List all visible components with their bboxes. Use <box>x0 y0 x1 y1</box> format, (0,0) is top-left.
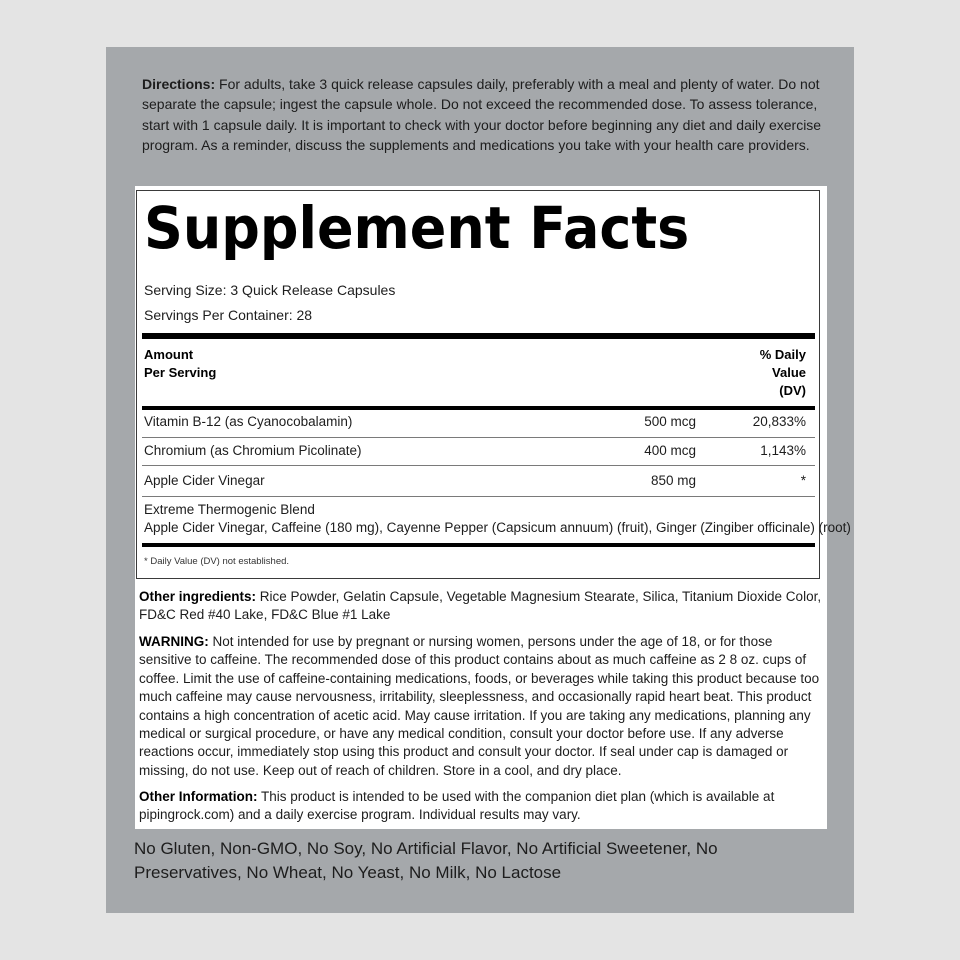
nutrient-amount: 500 mcg <box>644 414 696 429</box>
nutrient-dv: 20,833% <box>752 414 806 429</box>
blend-name: Extreme Thermogenic Blend <box>144 502 315 517</box>
thick-rule-bottom <box>142 543 815 547</box>
nutrient-dv: 1,143% <box>760 443 806 458</box>
warning-text: Not intended for use by pregnant or nursing women, persons under the age of 18, or for those sensitive to caffeine. The recommended dose of this product contains about as much caffeine as 2 8 oz. cups of coffee. Limit the use of caffeine-containing medications, foods, or beverages while taking this product because too much caffeine may cause nervousness, irritability, sleeplessness, and occasionally rapid heart beat. This product contains a high concentration of acetic acid. May cause irritation. If you are taking any medications, planning any medical or surgical procedure, or have any medical condition, consult your doctor before use. If any adverse reactions occur, immediately stop using this product and consult your doctor. If seal under cap is damaged or missing, do not use. Keep out of reach of children. Store in a cool, and dry place. <box>139 634 820 778</box>
nutrient-name: Chromium (as Chromium Picolinate) <box>144 443 362 458</box>
dv-footnote: * Daily Value (DV) not established. <box>144 556 290 567</box>
directions-text <box>142 74 822 156</box>
nutrient-amount: 850 mg <box>650 473 696 488</box>
nutrient-name: Apple Cider Vinegar <box>144 473 265 488</box>
other-ingredients-text: Rice Powder, Gelatin Capsule, Vegetable Magnesium Stearate, Silica, Titanium Dioxide Color, FD&C Red #40 Lake, FD&C Blue #1 Lake <box>139 589 822 623</box>
other-information-text: This product is intended to be used with the companion diet plan (which is available at pipingrock.com) and a daily exercise program. Individual results may vary. <box>139 789 775 823</box>
row-divider <box>142 437 815 438</box>
header-daily: % Daily <box>759 347 806 362</box>
header-per-serving: Per Serving <box>144 365 217 380</box>
header-value: Value <box>772 365 806 380</box>
other-ingredients-label: Other ingredients: <box>139 589 257 604</box>
other-information <box>139 788 823 825</box>
header-dv: (DV) <box>779 383 806 398</box>
thick-rule-top <box>142 333 815 339</box>
warning-label: WARNING: <box>139 634 209 649</box>
row-divider <box>142 465 815 466</box>
other-information-label: Other Information: <box>139 789 258 804</box>
directions-label: Directions: <box>142 76 216 92</box>
supplement-facts-title: Supplement Facts <box>144 194 690 262</box>
nutrient-amount: 400 mcg <box>644 443 696 458</box>
nutrient-name: Vitamin B-12 (as Cyanocobalamin) <box>144 414 353 429</box>
thick-rule-header <box>142 406 815 410</box>
blend-ingredients: Apple Cider Vinegar, Caffeine (180 mg), Cayenne Pepper (Capsicum annuum) (fruit), Ginger (Zingiber officinale) (root) <box>144 520 851 535</box>
nutrient-dv: * <box>800 473 806 488</box>
free-from-list: No Gluten, Non-GMO, No Soy, No Artificial Flavor, No Artificial Sweetener, No Preservatives, No Wheat, No Yeast, No Milk, No Lactose <box>134 839 718 882</box>
header-amount: Amount <box>144 347 194 362</box>
servings-per-container: Servings Per Container: 28 <box>144 307 313 323</box>
serving-size: Serving Size: 3 Quick Release Capsules <box>144 282 396 298</box>
directions-body: For adults, take 3 quick release capsules daily, preferably with a meal and plenty of water. Do not separate the capsule; ingest the capsule whole. Do not exceed the recommended dose. To assess tolerance, start with 1 capsule daily. It is important to check with your doctor before beginning any diet and daily exercise program. As a reminder, discuss the supplements and medications you take with your health care providers. <box>142 76 822 154</box>
other-ingredients <box>139 588 823 625</box>
warning <box>139 633 823 780</box>
daily-value-header <box>740 346 806 400</box>
row-divider <box>142 496 815 497</box>
amount-per-serving-header <box>144 346 216 382</box>
